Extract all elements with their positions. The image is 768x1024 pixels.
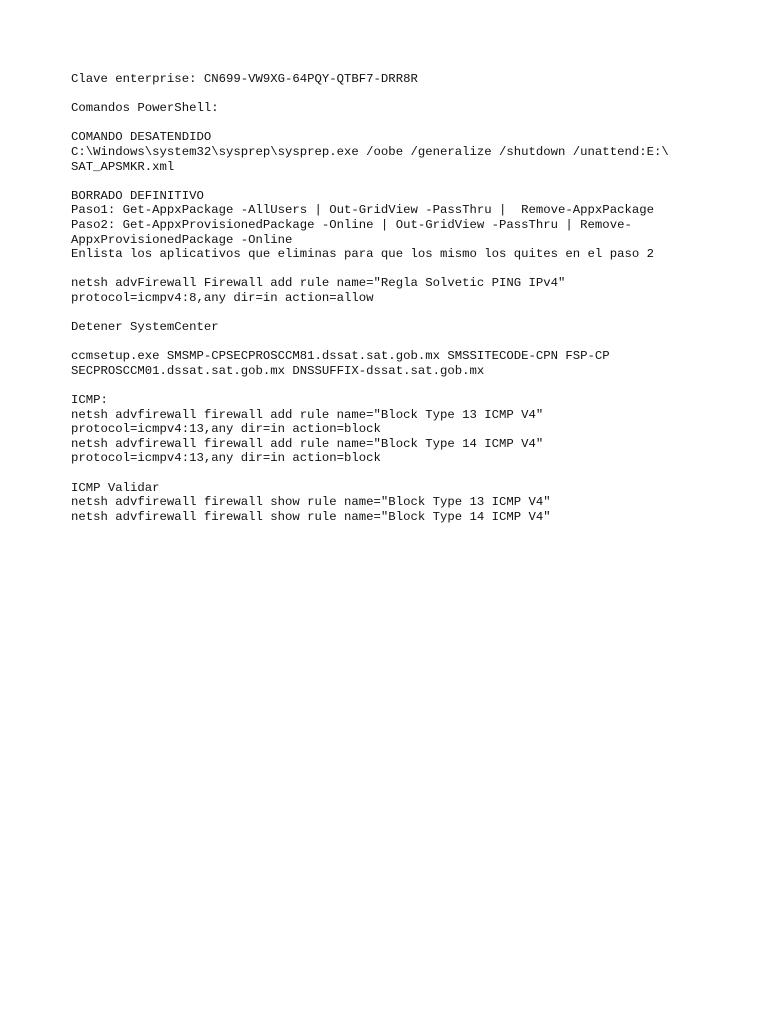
document-page bbox=[71, 72, 721, 524]
icmp-block14-continuation: protocol=icmpv4:13,any dir=in action=block bbox=[71, 451, 381, 466]
icmp-block13-continuation: protocol=icmpv4:13,any dir=in action=block bbox=[71, 422, 381, 437]
enterprise-key-line: Clave enterprise: CN699-VW9XG-64PQY-QTBF7-DRR8R bbox=[71, 72, 418, 86]
sysprep-command-line: C:\Windows\system32\sysprep\sysprep.exe /oobe /generalize /shutdown /unattend:E:\ bbox=[71, 144, 669, 159]
icmp-show14-command: netsh advfirewall firewall show rule name="Block Type 14 ICMP V4" bbox=[71, 509, 551, 524]
icmp-block14-command: netsh advfirewall firewall add rule name="Block Type 14 ICMP V4" bbox=[71, 436, 544, 451]
icmp-block13-command: netsh advfirewall firewall add rule name="Block Type 13 ICMP V4" bbox=[71, 407, 544, 422]
powershell-heading: Comandos PowerShell: bbox=[71, 101, 219, 116]
system-center-heading: Detener SystemCenter bbox=[71, 320, 219, 335]
ping-rule-command: netsh advFirewall Firewall add rule name="Regla Solvetic PING IPv4" bbox=[71, 276, 566, 291]
blank-line bbox=[71, 335, 721, 350]
blank-line bbox=[71, 378, 721, 393]
icmp-show13-command: netsh advfirewall firewall show rule name="Block Type 13 ICMP V4" bbox=[71, 495, 551, 510]
step1-command: Paso1: Get-AppxPackage -AllUsers | Out-GridView -PassThru | Remove-AppxPackage bbox=[71, 203, 654, 218]
sysprep-command-continuation: SAT_APSMKR.xml bbox=[71, 159, 175, 174]
ping-rule-continuation: protocol=icmpv4:8,any dir=in action=allow bbox=[71, 290, 374, 305]
app-list-note: Enlista los aplicativos que eliminas para que los mismo los quites en el paso 2 bbox=[71, 247, 654, 262]
icmp-heading: ICMP: bbox=[71, 393, 108, 408]
blank-line bbox=[71, 87, 721, 102]
ccmsetup-continuation: SECPROSCCM01.dssat.sat.gob.mx DNSSUFFIX-dssat.sat.gob.mx bbox=[71, 363, 485, 378]
permanent-deletion-heading: BORRADO DEFINITIVO bbox=[71, 188, 204, 203]
blank-line bbox=[71, 262, 721, 277]
unattended-heading: COMANDO DESATENDIDO bbox=[71, 130, 212, 145]
blank-line bbox=[71, 306, 721, 321]
icmp-validate-heading: ICMP Validar bbox=[71, 480, 160, 495]
blank-line bbox=[71, 174, 721, 189]
ccmsetup-command: ccmsetup.exe SMSMP-CPSECPROSCCM81.dssat.sat.gob.mx SMSSITECODE-CPN FSP-CP bbox=[71, 349, 610, 364]
step2-command-continuation: AppxProvisionedPackage -Online bbox=[71, 232, 293, 247]
blank-line bbox=[71, 116, 721, 131]
step2-command: Paso2: Get-AppxProvisionedPackage -Online | Out-GridView -PassThru | Remove- bbox=[71, 217, 632, 232]
blank-line bbox=[71, 466, 721, 481]
